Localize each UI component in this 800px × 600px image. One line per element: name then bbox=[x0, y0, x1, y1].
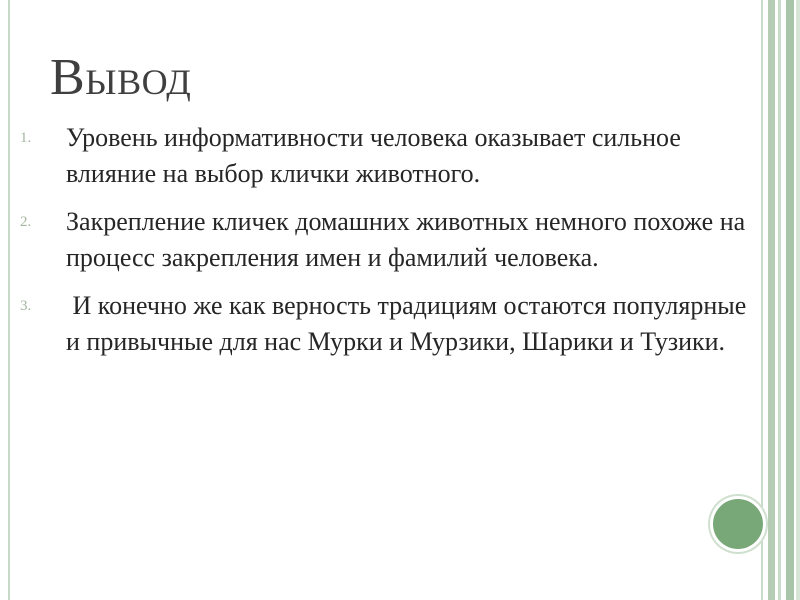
decorative-stripe bbox=[778, 0, 781, 600]
list-number: 2. bbox=[20, 214, 32, 230]
slide-title: Вывод bbox=[50, 49, 192, 106]
decorative-circle bbox=[713, 499, 763, 549]
list-item bbox=[20, 288, 753, 360]
decorative-stripe bbox=[768, 0, 775, 600]
list-item-text: Уровень информативности человека оказывает сильное влияние на выбор клички животного. bbox=[66, 123, 681, 188]
list-item bbox=[20, 120, 750, 192]
left-border-line bbox=[8, 0, 10, 600]
decorative-stripe bbox=[786, 0, 794, 600]
decorative-stripe bbox=[761, 0, 763, 600]
list-number: 3. bbox=[20, 298, 32, 314]
list-item-text: Закрепление кличек домашних животных немного похоже на процесс закрепления имен и фамилий человека. bbox=[66, 207, 746, 272]
conclusion-list bbox=[20, 120, 753, 372]
list-item-text: И конечно же как верность традициям остаются популярные и привычные для нас Мурки и Мурзики, Шарики и Тузики. bbox=[66, 291, 753, 356]
list-item bbox=[20, 204, 750, 276]
list-number: 1. bbox=[20, 130, 32, 146]
decorative-stripe bbox=[796, 0, 800, 600]
